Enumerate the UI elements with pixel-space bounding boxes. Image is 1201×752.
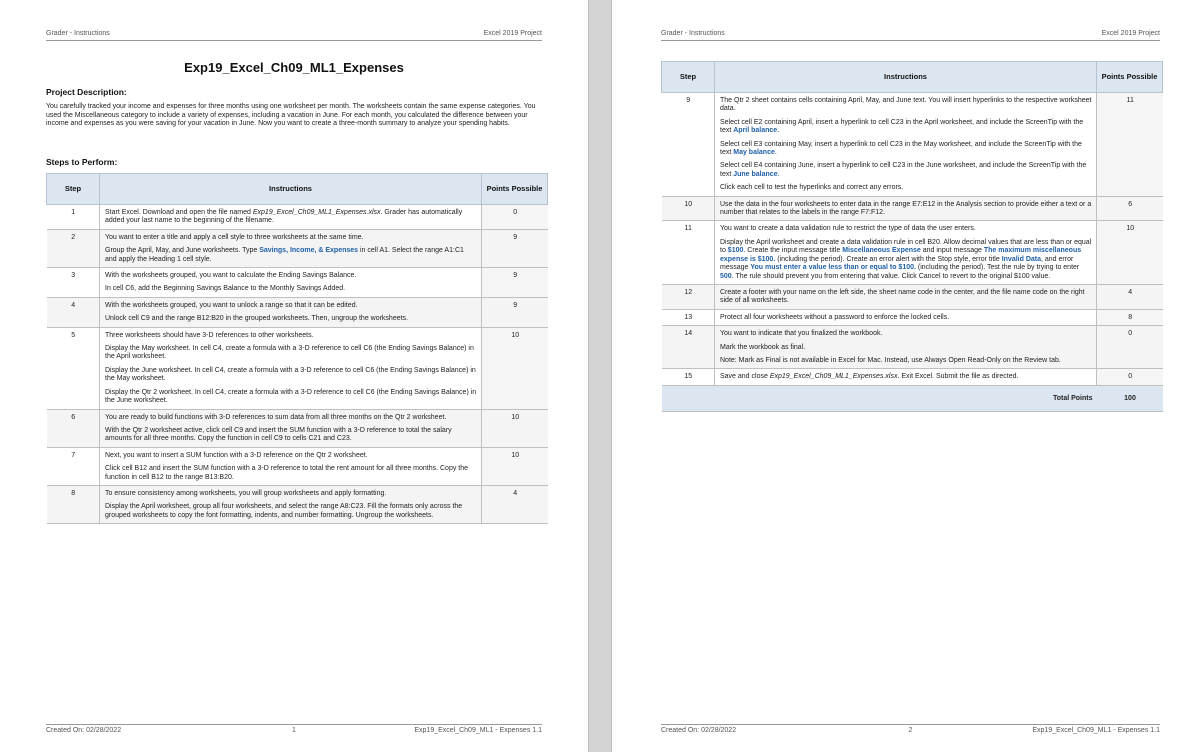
step-number: 15 — [662, 369, 715, 385]
instruction-text: Select cell E4 containing June, insert a hyperlink to cell C23 in the June worksheet, and include the ScreenTip with the text — [720, 162, 1087, 178]
typed-value: Savings, Income, & Expenses — [259, 247, 359, 255]
total-row — [662, 385, 1163, 411]
instruction-text: Start Excel. Download and open the file named — [105, 209, 253, 216]
instruction-paragraph — [105, 503, 477, 520]
page-footer — [661, 724, 1160, 737]
instruction-paragraph — [105, 302, 477, 310]
instruction-text: . — [777, 127, 780, 135]
step-points: 4 — [482, 485, 548, 523]
column-header-instructions: Instructions — [100, 174, 482, 205]
step-instructions — [100, 205, 482, 230]
instruction-text: You want to enter a title and apply a cell style to three worksheets at the same time. — [105, 233, 364, 241]
instruction-text: (including the period). Create an error alert with the Stop style, error title — [775, 255, 1002, 263]
typed-value: Invalid Data — [1001, 255, 1041, 263]
step-instructions — [715, 221, 1097, 284]
instruction-text: Display the Qtr 2 worksheet. In cell C4, create a formula with a 3-D reference to cell C6 (the Ending Savings Balance) in the June worksheet. — [105, 388, 477, 405]
step-points: 0 — [482, 205, 548, 230]
instruction-paragraph — [720, 225, 1092, 233]
instruction-text: Group the April, May, and June worksheets. Type — [105, 247, 260, 255]
step-row — [662, 309, 1163, 325]
header-left: Grader - Instructions — [46, 30, 110, 37]
instruction-paragraph — [105, 427, 477, 444]
step-row — [47, 205, 548, 230]
header-left: Grader - Instructions — [661, 30, 725, 37]
page-2 — [612, 0, 1201, 752]
step-row — [662, 284, 1163, 309]
footer-created-on: Created On: 02/28/2022 — [46, 727, 122, 734]
instruction-text: You want to indicate that you finalized the workbook. — [720, 330, 883, 338]
step-number: 3 — [47, 268, 100, 298]
step-row — [662, 196, 1163, 221]
instruction-text: You are ready to build functions with 3-D references to sum data from all three months on the Qtr 2 worksheet. — [105, 413, 447, 421]
steps-heading: Steps to Perform: — [46, 157, 118, 167]
instruction-text: Click each cell to test the hyperlinks and correct any errors. — [720, 184, 904, 192]
page-number: 1 — [292, 727, 296, 734]
step-points: 0 — [1097, 326, 1163, 369]
instruction-text: Mark the workbook as final. — [720, 343, 806, 351]
page-1 — [0, 0, 588, 752]
instruction-text: With the Qtr 2 worksheet active, click cell C9 and insert the SUM function with a 3-D reference to total the salary amounts for all three months. Copy the function in cell C9 to cells C21 and C23. — [105, 426, 452, 443]
footer-created-on: Created On: 02/28/2022 — [661, 727, 737, 734]
instruction-text: Protect all four worksheets without a password to enforce the locked cells. — [720, 313, 950, 321]
instruction-paragraph — [105, 465, 477, 482]
instruction-text: and input message — [920, 247, 984, 255]
instruction-text: With the worksheets grouped, you want to calculate the Ending Savings Balance. — [105, 272, 357, 280]
column-header-instructions: Instructions — [715, 62, 1097, 93]
step-instructions — [100, 268, 482, 298]
typed-value: $100 — [727, 247, 744, 255]
step-number: 13 — [662, 309, 715, 325]
instruction-paragraph — [105, 490, 477, 498]
instruction-text: Display the April worksheet and create a data validation rule in cell B20. Allow decimal values that are less than or equal to — [720, 238, 1092, 255]
instruction-paragraph — [105, 332, 477, 340]
steps-table-page-2 — [661, 61, 1163, 412]
step-instructions — [100, 409, 482, 447]
step-points: 4 — [1097, 284, 1163, 309]
page-header — [46, 30, 542, 41]
step-points: 8 — [1097, 309, 1163, 325]
instruction-paragraph — [720, 141, 1092, 158]
column-header-points: Points Possible — [482, 174, 548, 205]
instruction-paragraph — [720, 162, 1092, 179]
step-points: 10 — [482, 447, 548, 485]
instruction-paragraph — [105, 367, 477, 384]
total-spacer — [662, 385, 715, 411]
step-row — [47, 229, 548, 267]
instruction-text: in cell A1. Select the range A1:C1 and apply the Heading 1 cell style. — [105, 247, 464, 263]
instruction-paragraph — [105, 315, 477, 323]
page-gap — [588, 0, 612, 752]
instruction-text: , and error message — [720, 255, 1074, 272]
step-row — [47, 327, 548, 409]
step-instructions — [100, 327, 482, 409]
step-points: 9 — [482, 297, 548, 327]
instruction-paragraph — [720, 373, 1092, 381]
instruction-text: Next, you want to insert a SUM function with a 3-D reference on the Qtr 2 worksheet. — [105, 451, 368, 459]
step-points: 10 — [482, 409, 548, 447]
column-header-points: Points Possible — [1097, 62, 1163, 93]
instruction-text: You want to create a data validation rule to restrict the type of data the user enters. — [720, 225, 976, 233]
step-points: 11 — [1097, 93, 1163, 197]
instruction-text: Create a footer with your name on the left side, the sheet name code in the center, and the file name code on the right side of all worksheets. — [720, 288, 1085, 305]
step-row — [662, 369, 1163, 385]
step-points: 0 — [1097, 369, 1163, 385]
instruction-text: . Create the input message title — [743, 247, 843, 255]
instruction-text: The Qtr 2 sheet contains cells containing April, May, and June text. You will insert hyperlinks to the respective worksheet data. — [720, 97, 1092, 113]
total-value: 100 — [1097, 385, 1163, 411]
instruction-text: Three worksheets should have 3-D references to other worksheets. — [105, 331, 314, 339]
instruction-text: With the worksheets grouped, you want to unlock a range so that it can be edited. — [105, 301, 358, 309]
step-row — [47, 297, 548, 327]
typed-value: Miscellaneous Expense — [842, 247, 921, 255]
typed-value: 500 — [720, 272, 732, 280]
step-instructions — [100, 229, 482, 267]
instruction-paragraph — [105, 272, 477, 280]
instruction-text: . — [774, 149, 777, 157]
step-points: 9 — [482, 268, 548, 298]
instruction-paragraph — [720, 330, 1092, 338]
page-number: 2 — [908, 727, 913, 734]
instruction-paragraph — [105, 247, 477, 264]
typed-value: The maximum miscellaneous expense is $100. — [720, 247, 1082, 263]
instruction-text: Select cell E3 containing May, insert a hyperlink to cell C23 in the May worksheet, and include the ScreenTip with the text — [720, 140, 1082, 157]
instruction-text: To ensure consistency among worksheets, you will group worksheets and apply formatting. — [105, 489, 387, 497]
step-number: 6 — [47, 409, 100, 447]
instruction-paragraph — [105, 414, 477, 422]
step-row — [47, 485, 548, 523]
instruction-paragraph — [105, 234, 477, 242]
step-number: 14 — [662, 326, 715, 369]
step-instructions — [100, 297, 482, 327]
instruction-paragraph — [105, 209, 477, 226]
instruction-paragraph — [720, 97, 1092, 114]
instruction-paragraph — [720, 239, 1092, 281]
instruction-text: In cell C6, add the Beginning Savings Balance to the Monthly Savings Added. — [105, 285, 346, 293]
column-header-step: Step — [47, 174, 100, 205]
instruction-text: . Exit Excel. Submit the file as directed. — [897, 373, 1019, 381]
step-number: 9 — [662, 93, 715, 197]
instruction-paragraph — [720, 201, 1092, 218]
step-points: 10 — [1097, 221, 1163, 284]
document-title: Exp19_Excel_Ch09_ML1_Expenses — [184, 60, 404, 75]
instruction-text: Display the June worksheet. In cell C4, create a formula with a 3-D reference to cell C6 (the Ending Savings Balance) in the May worksheet. — [105, 366, 476, 383]
step-row — [47, 409, 548, 447]
step-number: 12 — [662, 284, 715, 309]
step-points: 6 — [1097, 196, 1163, 221]
step-points: 9 — [482, 229, 548, 267]
step-instructions — [715, 196, 1097, 221]
instruction-paragraph — [720, 314, 1092, 322]
instruction-text: Note: Mark as Final is not available in Excel for Mac. Instead, use Always Open Read-Only on the Review tab. — [720, 356, 1061, 364]
step-instructions — [715, 93, 1097, 197]
step-number: 4 — [47, 297, 100, 327]
instruction-paragraph — [105, 389, 477, 406]
typed-value: April balance — [733, 127, 778, 135]
step-instructions — [715, 326, 1097, 369]
column-header-step: Step — [662, 62, 715, 93]
header-right: Excel 2019 Project — [483, 30, 542, 37]
step-instructions — [100, 485, 482, 523]
instruction-paragraph — [720, 184, 1092, 192]
instruction-text: Unlock cell C9 and the range B12:B20 in the grouped worksheets. Then, ungroup the worksheets. — [105, 315, 409, 323]
step-row — [662, 221, 1163, 284]
file-name: Exp19_Excel_Ch09_ML1_Expenses.xlsx — [769, 373, 898, 381]
total-label: Total Points — [715, 385, 1097, 411]
header-right: Excel 2019 Project — [1101, 30, 1160, 37]
instruction-paragraph — [720, 357, 1092, 365]
footer-file-version: Exp19_Excel_Ch09_ML1 - Expenses 1.1 — [1032, 727, 1160, 734]
project-description-heading: Project Description: — [46, 87, 127, 97]
typed-value: June balance — [733, 170, 778, 178]
instruction-text: Display the April worksheet, group all four worksheets, and select the range A8:C23. Fill the formats only across the grouped worksheets to copy the font formatting, indents, and number formatting. Ungroup the worksheets. — [105, 503, 463, 519]
file-name: Exp19_Excel_Ch09_ML1_Expenses.xlsx — [252, 209, 381, 216]
instruction-text: Click cell B12 and insert the SUM function with a 3-D reference to total the rent amount for all three months. Copy the function in cell B12 to the range B13:B20. — [105, 465, 469, 481]
instruction-text: (including the period). Test the rule by trying to enter — [915, 264, 1080, 272]
step-instructions — [100, 447, 482, 485]
step-instructions — [715, 309, 1097, 325]
step-number: 8 — [47, 485, 100, 523]
step-number: 10 — [662, 196, 715, 221]
step-row — [47, 447, 548, 485]
instruction-text: Select cell E2 containing April, insert a hyperlink to cell C23 in the April worksheet, and include the ScreenTip with the text — [720, 118, 1084, 135]
typed-value: You must enter a value less than or equal to $100. — [750, 264, 916, 272]
page-footer — [46, 724, 542, 737]
instruction-text: . — [777, 170, 780, 178]
instruction-paragraph — [105, 285, 477, 293]
instruction-paragraph — [105, 345, 477, 362]
step-row — [662, 93, 1163, 197]
step-row — [47, 268, 548, 298]
instruction-paragraph — [720, 344, 1092, 352]
step-number: 1 — [47, 205, 100, 230]
instruction-text: . The rule should prevent you from entering that value. Click Cancel to revert to the original $100 value. — [731, 272, 1051, 280]
instruction-text: Save and close — [720, 373, 770, 381]
instruction-text: Display the May worksheet. In cell C4, create a formula with a 3-D reference to cell C6 (the Ending Savings Balance) in the April worksheet. — [105, 345, 474, 361]
step-number: 5 — [47, 327, 100, 409]
step-row — [662, 326, 1163, 369]
step-points: 10 — [482, 327, 548, 409]
step-instructions — [715, 369, 1097, 385]
page-header — [661, 30, 1160, 41]
instruction-paragraph — [720, 289, 1092, 306]
typed-value: May balance — [733, 149, 775, 157]
instruction-text: Use the data in the four worksheets to enter data in the range E7:E12 in the Analysis section to provide either a text or a number that relates to the labels in the range F7:F12. — [720, 200, 1092, 217]
step-number: 2 — [47, 229, 100, 267]
step-number: 11 — [662, 221, 715, 284]
steps-table-page-1 — [46, 173, 548, 524]
instruction-paragraph — [105, 452, 477, 460]
project-description: You carefully tracked your income and expenses for three months using one worksheet per month. The worksheets contain the same expense categories. You used the Miscellaneous category to include a variety of expenses, including a vacation in June. For each month, you calculated the difference between your income and expenses as you were saving for your vacation in June. Now you want to create a three-month summary to analyze your spending habits. — [46, 103, 536, 128]
instruction-paragraph — [720, 119, 1092, 136]
footer-file-version: Exp19_Excel_Ch09_ML1 - Expenses 1.1 — [414, 727, 542, 734]
step-number: 7 — [47, 447, 100, 485]
instruction-text: . Grader has automatically added your last name to the beginning of the filename. — [105, 209, 463, 225]
step-instructions — [715, 284, 1097, 309]
